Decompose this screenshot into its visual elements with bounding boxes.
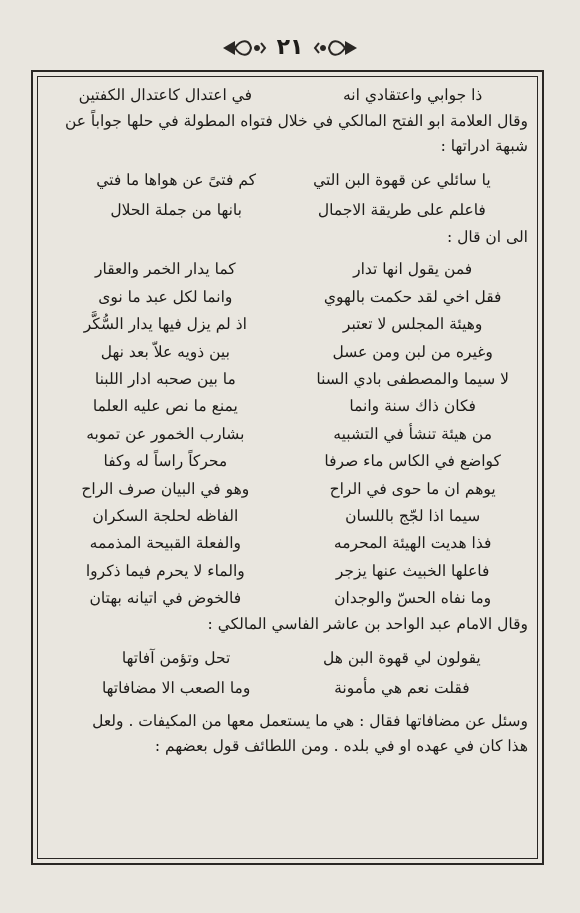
ornament-right-icon [313,37,359,59]
verse-line [50,165,528,195]
prose-line: شبهة ادراتها : [440,137,528,156]
page-header [0,34,580,62]
verse-first-hemistich: كواضع في الكاس ماء صرفا [324,452,501,471]
verse-first-hemistich: فمن يقول انها تدار [353,260,473,279]
prose-paragraph [50,109,528,159]
verse-first-hemistich: وهيئة المجلس لا تعتبر [342,315,483,334]
verse-line [50,339,528,366]
verse-line [50,503,528,530]
prose-paragraph [50,225,528,250]
verse-second-hemistich: يمنع ما نص عليه العلما [92,397,238,416]
prose-line: هذا كان في عهده او في بلده . ومن اللطائف قول بعضهم : [154,737,528,756]
verse-line [50,673,528,703]
poem-block [50,256,528,612]
verse-first-hemistich: لا سيما والمصطفى بادي السنا [316,369,509,388]
verse-line [50,585,528,612]
verse-line [50,82,528,109]
page-number: ٢١ [276,35,304,60]
verse-line [50,476,528,503]
verse-first-hemistich: يقولون لي قهوة البن هل [323,649,481,668]
verse-line [50,421,528,448]
verse-second-hemistich: بانها من جملة الحلال [110,201,242,220]
verse-first-hemistich: فذا هديت الهيئة المحرمه [333,534,492,553]
verse-second-hemistich: كم فتىً عن هواها ما فتي [96,171,257,190]
page-body [50,82,528,759]
verse-first-hemistich: ذا جوابي واعتقادي انه [342,86,483,104]
verse-line [50,643,528,673]
verse-line [50,558,528,585]
verse-first-hemistich: من هيئة تنشأ في التشبيه [333,424,493,443]
verse-second-hemistich: محركاً راساً له وكفا [103,452,228,471]
verse-second-hemistich: فالخوض في اتيانه بهتان [89,589,242,608]
verse-second-hemistich: بين ذويه علاّ بعد نهل [100,342,230,361]
verse-second-hemistich: بشارب الخمور عن تموبه [86,424,245,443]
verse-line [50,366,528,393]
prose-line: وقال الامام عبد الواحد بن عاشر الفاسي المالكي : [207,615,528,634]
verse-line [50,448,528,475]
verse-line [50,530,528,557]
verse-line [50,311,528,338]
verse-first-hemistich: يا سائلي عن قهوة البن التي [313,171,491,190]
verse-second-hemistich: ما بين صحبه ادار اللبنا [94,369,236,388]
verse-second-hemistich: وما الصعب الا مضافاتها [101,679,251,698]
verse-first-hemistich: وغيره من لبن ومن عسل [332,342,493,361]
verse-first-hemistich: فاعلم على طريقة الاجمال [317,201,486,220]
prose-paragraph [50,612,528,637]
verse-first-hemistich: فكان ذاك سنة وانما [349,397,476,416]
verse-line [50,256,528,283]
verse-first-hemistich: يوهم ان ما حوى في الراح [329,479,496,498]
verse-second-hemistich: كما يدار الخمر والعقار [94,260,236,279]
verse-first-hemistich: سيما اذا لجّج باللسان [345,506,481,525]
prose-line: وقال العلامة ابو الفتح المالكي في خلال فتواه المطولة في حلها جواباً عن [64,112,528,131]
prose-line: وسئل عن مضافاتها فقال : هي ما يستعمل معها من المكيفات . ولعل [92,712,528,731]
ornament-left-icon [221,37,267,59]
verse-first-hemistich: فقلت نعم هي مأمونة [334,679,470,698]
verse-line [50,393,528,420]
verse-first-hemistich: فاعلها الخبيث عنها يزجر [335,561,490,580]
verse-first-hemistich: فقل اخي لقد حكمت بالهوي [323,287,502,306]
verse-line [50,195,528,225]
verse-second-hemistich: تحل وتؤمن آفاتها [121,649,231,668]
verse-second-hemistich: وانما لكل عبد ما نوى [98,287,233,306]
prose-line: الى ان قال : [446,228,528,247]
verse-second-hemistich: والماء لا يحرم فيما ذكروا [85,561,245,580]
verse-line [50,284,528,311]
verse-second-hemistich: الفاظه لحلجة السكران [92,506,239,525]
verse-second-hemistich: والفعلة القبيحة المذممه [89,534,242,553]
verse-second-hemistich: اذ لم يزل فيها يدار السُّكَّر [83,315,247,334]
verse-second-hemistich: وهو في البيان صرف الراح [81,479,250,498]
prose-paragraph [50,709,528,759]
verse-second-hemistich: في اعتدال كاعتدال الكفتين [78,86,253,104]
verse-first-hemistich: وما نفاه الحسّ والوجدان [334,589,492,608]
